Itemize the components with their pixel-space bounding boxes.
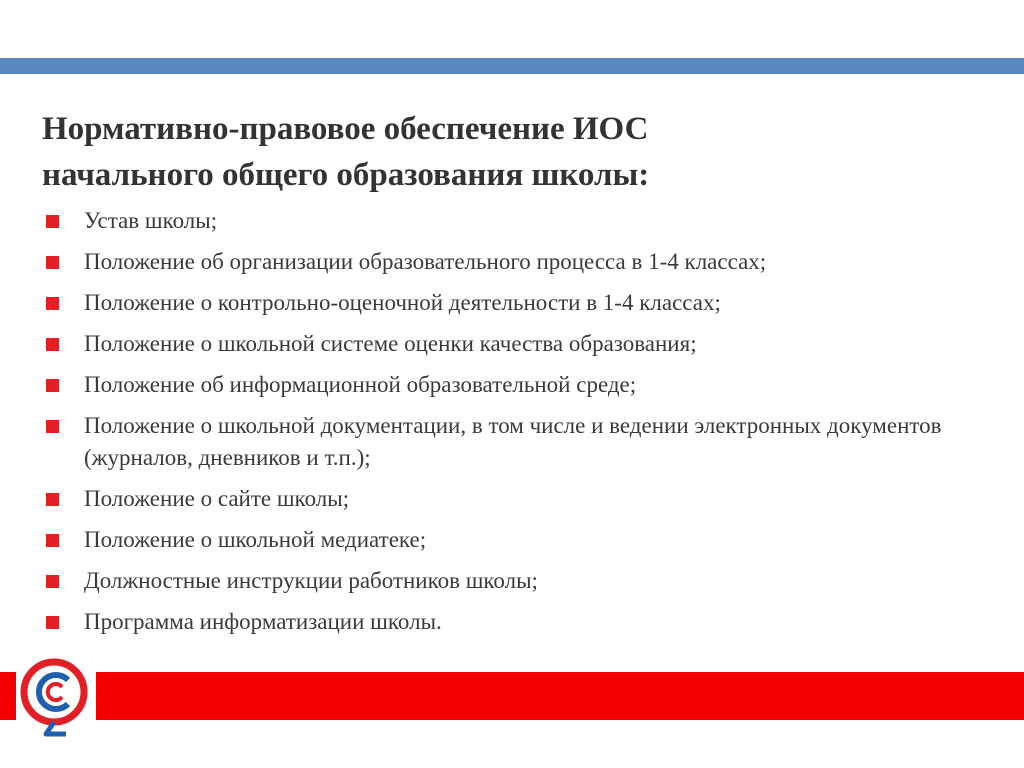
- school-emblem: [16, 650, 96, 740]
- list-item: [46, 565, 1006, 597]
- list-item: [46, 328, 1006, 360]
- list-item: [46, 606, 1006, 638]
- slide-title: [42, 106, 1002, 198]
- top-accent-bar: [0, 58, 1024, 74]
- bullet-square-icon: [46, 493, 59, 506]
- slide-title-line-1: Нормативно-правовое обеспечение ИОС: [42, 111, 649, 147]
- list-item-text: Устав школы;: [84, 208, 218, 233]
- bullet-square-icon: [46, 297, 59, 310]
- list-item-text: Положение об информационной образовательной среде;: [84, 372, 637, 397]
- bullet-square-icon: [46, 379, 59, 392]
- list-item: [46, 524, 1006, 556]
- list-item: [46, 246, 1006, 278]
- list-item-text: Положение о сайте школы;: [84, 486, 350, 511]
- bullet-square-icon: [46, 420, 59, 433]
- bullet-square-icon: [46, 575, 59, 588]
- bullet-square-icon: [46, 338, 59, 351]
- bullet-square-icon: [46, 215, 59, 228]
- list-item: [46, 410, 1006, 474]
- list-item-text: Положение об организации образовательного процесса в 1-4 классах;: [84, 249, 767, 274]
- list-item-text: Положение о школьной медиатеке;: [84, 527, 427, 552]
- list-item-text: Должностные инструкции работников школы;: [84, 568, 538, 593]
- list-item: [46, 287, 1006, 319]
- list-item-text: Положение о школьной системе оценки качества образования;: [84, 331, 697, 356]
- bullet-list: [46, 205, 1006, 647]
- list-item: [46, 205, 1006, 237]
- bullet-square-icon: [46, 256, 59, 269]
- bottom-accent-bar: [0, 672, 1024, 720]
- list-item-text: Положение о школьной документации, в том числе и ведении электронных документов (журналов, дневников и т.п.);: [84, 413, 942, 470]
- school-emblem-icon: [16, 650, 96, 740]
- bullet-square-icon: [46, 534, 59, 547]
- list-item: [46, 369, 1006, 401]
- bullet-square-icon: [46, 616, 59, 629]
- slide-title-line-2: начального общего образования школы:: [42, 157, 650, 193]
- list-item-text: Программа информатизации школы.: [84, 609, 442, 634]
- list-item-text: Положение о контрольно-оценочной деятельности в 1-4 классах;: [84, 290, 721, 315]
- list-item: [46, 483, 1006, 515]
